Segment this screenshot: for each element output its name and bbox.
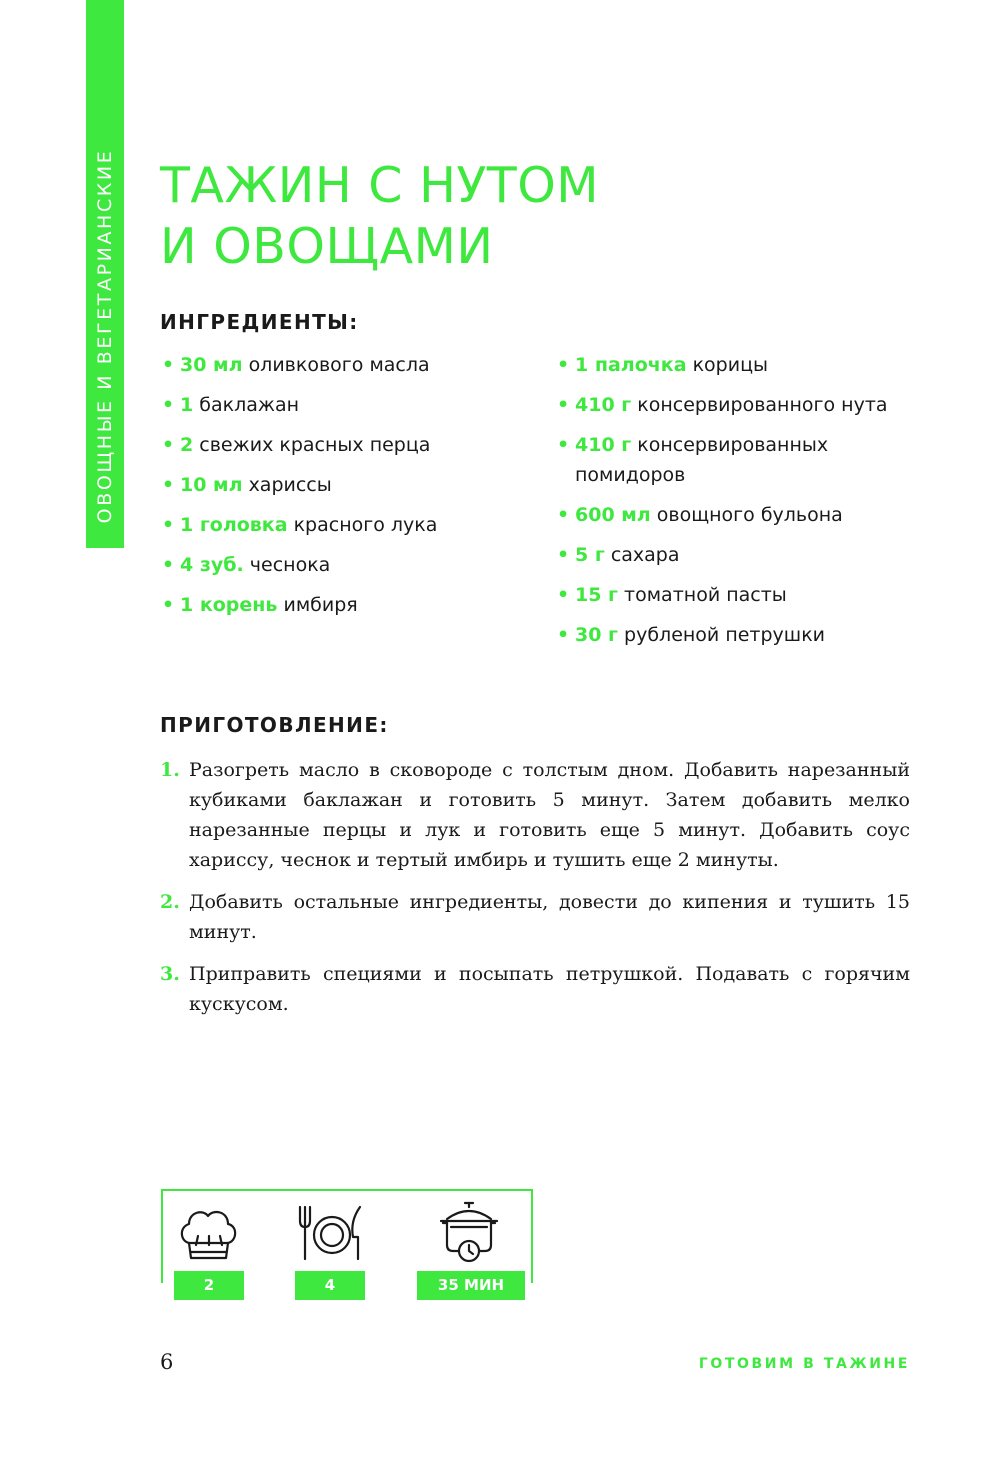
ingredient-qty: 10 мл <box>180 474 243 496</box>
ingredient-name: корицы <box>692 354 769 376</box>
step-text: Разогреть масло в сковороде с толстым дном. Добавить нарезанный кубиками баклажан и готовить 5 минут. Затем добавить мелко нарезанные перцы и лук и готовить еще 5 минут. Добавить соус хариссу, чеснок и тертый имбирь и тушить еще 2 минуты. <box>189 759 910 871</box>
ingredient-name: овощного бульона <box>656 504 843 526</box>
bullet-icon: • <box>162 594 175 616</box>
bullet-icon: • <box>162 474 175 496</box>
ingredient-item <box>555 540 910 570</box>
step-text: Добавить остальные ингредиенты, довести до кипения и тушить 15 минут. <box>189 891 910 943</box>
preparation-heading: ПРИГОТОВЛЕНИЕ: <box>160 713 389 737</box>
section-label: ОВОЩНЫЕ И ВЕГЕТАРИАНСКИЕ <box>94 148 116 524</box>
ingredient-item <box>160 550 530 580</box>
ingredient-item <box>555 350 910 380</box>
ingredient-name: томатной пасты <box>624 584 787 606</box>
servings-badge: 4 <box>295 1271 365 1300</box>
difficulty-badge: 2 <box>174 1271 244 1300</box>
ingredient-name: сахара <box>610 544 680 566</box>
page-number: 6 <box>160 1350 174 1374</box>
bullet-icon: • <box>162 354 175 376</box>
ingredient-item <box>160 470 530 500</box>
step-item <box>160 755 910 875</box>
ingredient-item <box>555 620 910 650</box>
ingredient-qty: 410 г <box>575 434 632 456</box>
step-item <box>160 887 910 947</box>
time-badge: 35 МИН <box>417 1271 525 1300</box>
bullet-icon: • <box>557 584 570 606</box>
ingredient-name: хариссы <box>248 474 332 496</box>
ingredient-name: свежих красных перца <box>199 434 431 456</box>
ingredients-column-1 <box>160 350 530 620</box>
ingredient-item <box>555 390 910 420</box>
ingredient-item <box>160 510 530 540</box>
bullet-icon: • <box>162 394 175 416</box>
running-title: ГОТОВИМ В ТАЖИНЕ <box>698 1356 910 1372</box>
ingredient-name: чеснока <box>249 554 331 576</box>
ingredient-item <box>555 430 865 490</box>
recipe-title <box>160 155 960 277</box>
ingredient-qty: 1 корень <box>180 594 278 616</box>
bullet-icon: • <box>557 504 570 526</box>
bullet-icon: • <box>557 354 570 376</box>
ingredient-qty: 4 зуб. <box>180 554 244 576</box>
ingredient-item <box>160 350 530 380</box>
step-number: 3. <box>160 963 180 985</box>
bullet-icon: • <box>162 514 175 536</box>
pot-timer-icon <box>437 1197 501 1265</box>
ingredient-name: красного лука <box>293 514 438 536</box>
bullet-icon: • <box>557 624 570 646</box>
bullet-icon: • <box>557 394 570 416</box>
ingredient-qty: 5 г <box>575 544 605 566</box>
ingredient-name: консервированных помидоров <box>575 434 829 486</box>
plate-cutlery-icon <box>296 1205 368 1263</box>
step-text: Приправить специями и посыпать петрушкой. Подавать с горячим кускусом. <box>189 963 910 1015</box>
ingredient-qty: 2 <box>180 434 194 456</box>
ingredient-qty: 1 <box>180 394 194 416</box>
ingredient-name: консервированного нута <box>637 394 888 416</box>
preparation-steps <box>160 755 910 1031</box>
ingredient-qty: 1 головка <box>180 514 288 536</box>
step-item <box>160 959 910 1019</box>
bullet-icon: • <box>162 554 175 576</box>
step-number: 1. <box>160 759 180 781</box>
ingredient-item <box>555 500 910 530</box>
recipe-title-line-2: И ОВОЩАМИ <box>160 217 494 275</box>
ingredient-item <box>160 590 530 620</box>
ingredient-qty: 30 г <box>575 624 618 646</box>
ingredient-name: баклажан <box>199 394 300 416</box>
ingredient-qty: 600 мл <box>575 504 651 526</box>
ingredient-qty: 1 палочка <box>575 354 687 376</box>
ingredient-item <box>555 580 910 610</box>
ingredient-name: оливкового масла <box>248 354 430 376</box>
ingredients-heading: ИНГРЕДИЕНТЫ: <box>160 310 359 334</box>
ingredient-qty: 15 г <box>575 584 618 606</box>
ingredient-item <box>160 430 530 460</box>
chef-hat-icon <box>177 1203 241 1263</box>
ingredient-item <box>160 390 530 420</box>
bullet-icon: • <box>557 544 570 566</box>
recipe-title-line-1: ТАЖИН С НУТОМ <box>160 156 600 214</box>
bullet-icon: • <box>557 434 570 456</box>
ingredient-name: рубленой петрушки <box>624 624 826 646</box>
step-number: 2. <box>160 891 180 913</box>
ingredient-qty: 410 г <box>575 394 632 416</box>
ingredients-column-2 <box>555 350 910 650</box>
ingredient-qty: 30 мл <box>180 354 243 376</box>
ingredient-name: имбиря <box>283 594 358 616</box>
bullet-icon: • <box>162 434 175 456</box>
